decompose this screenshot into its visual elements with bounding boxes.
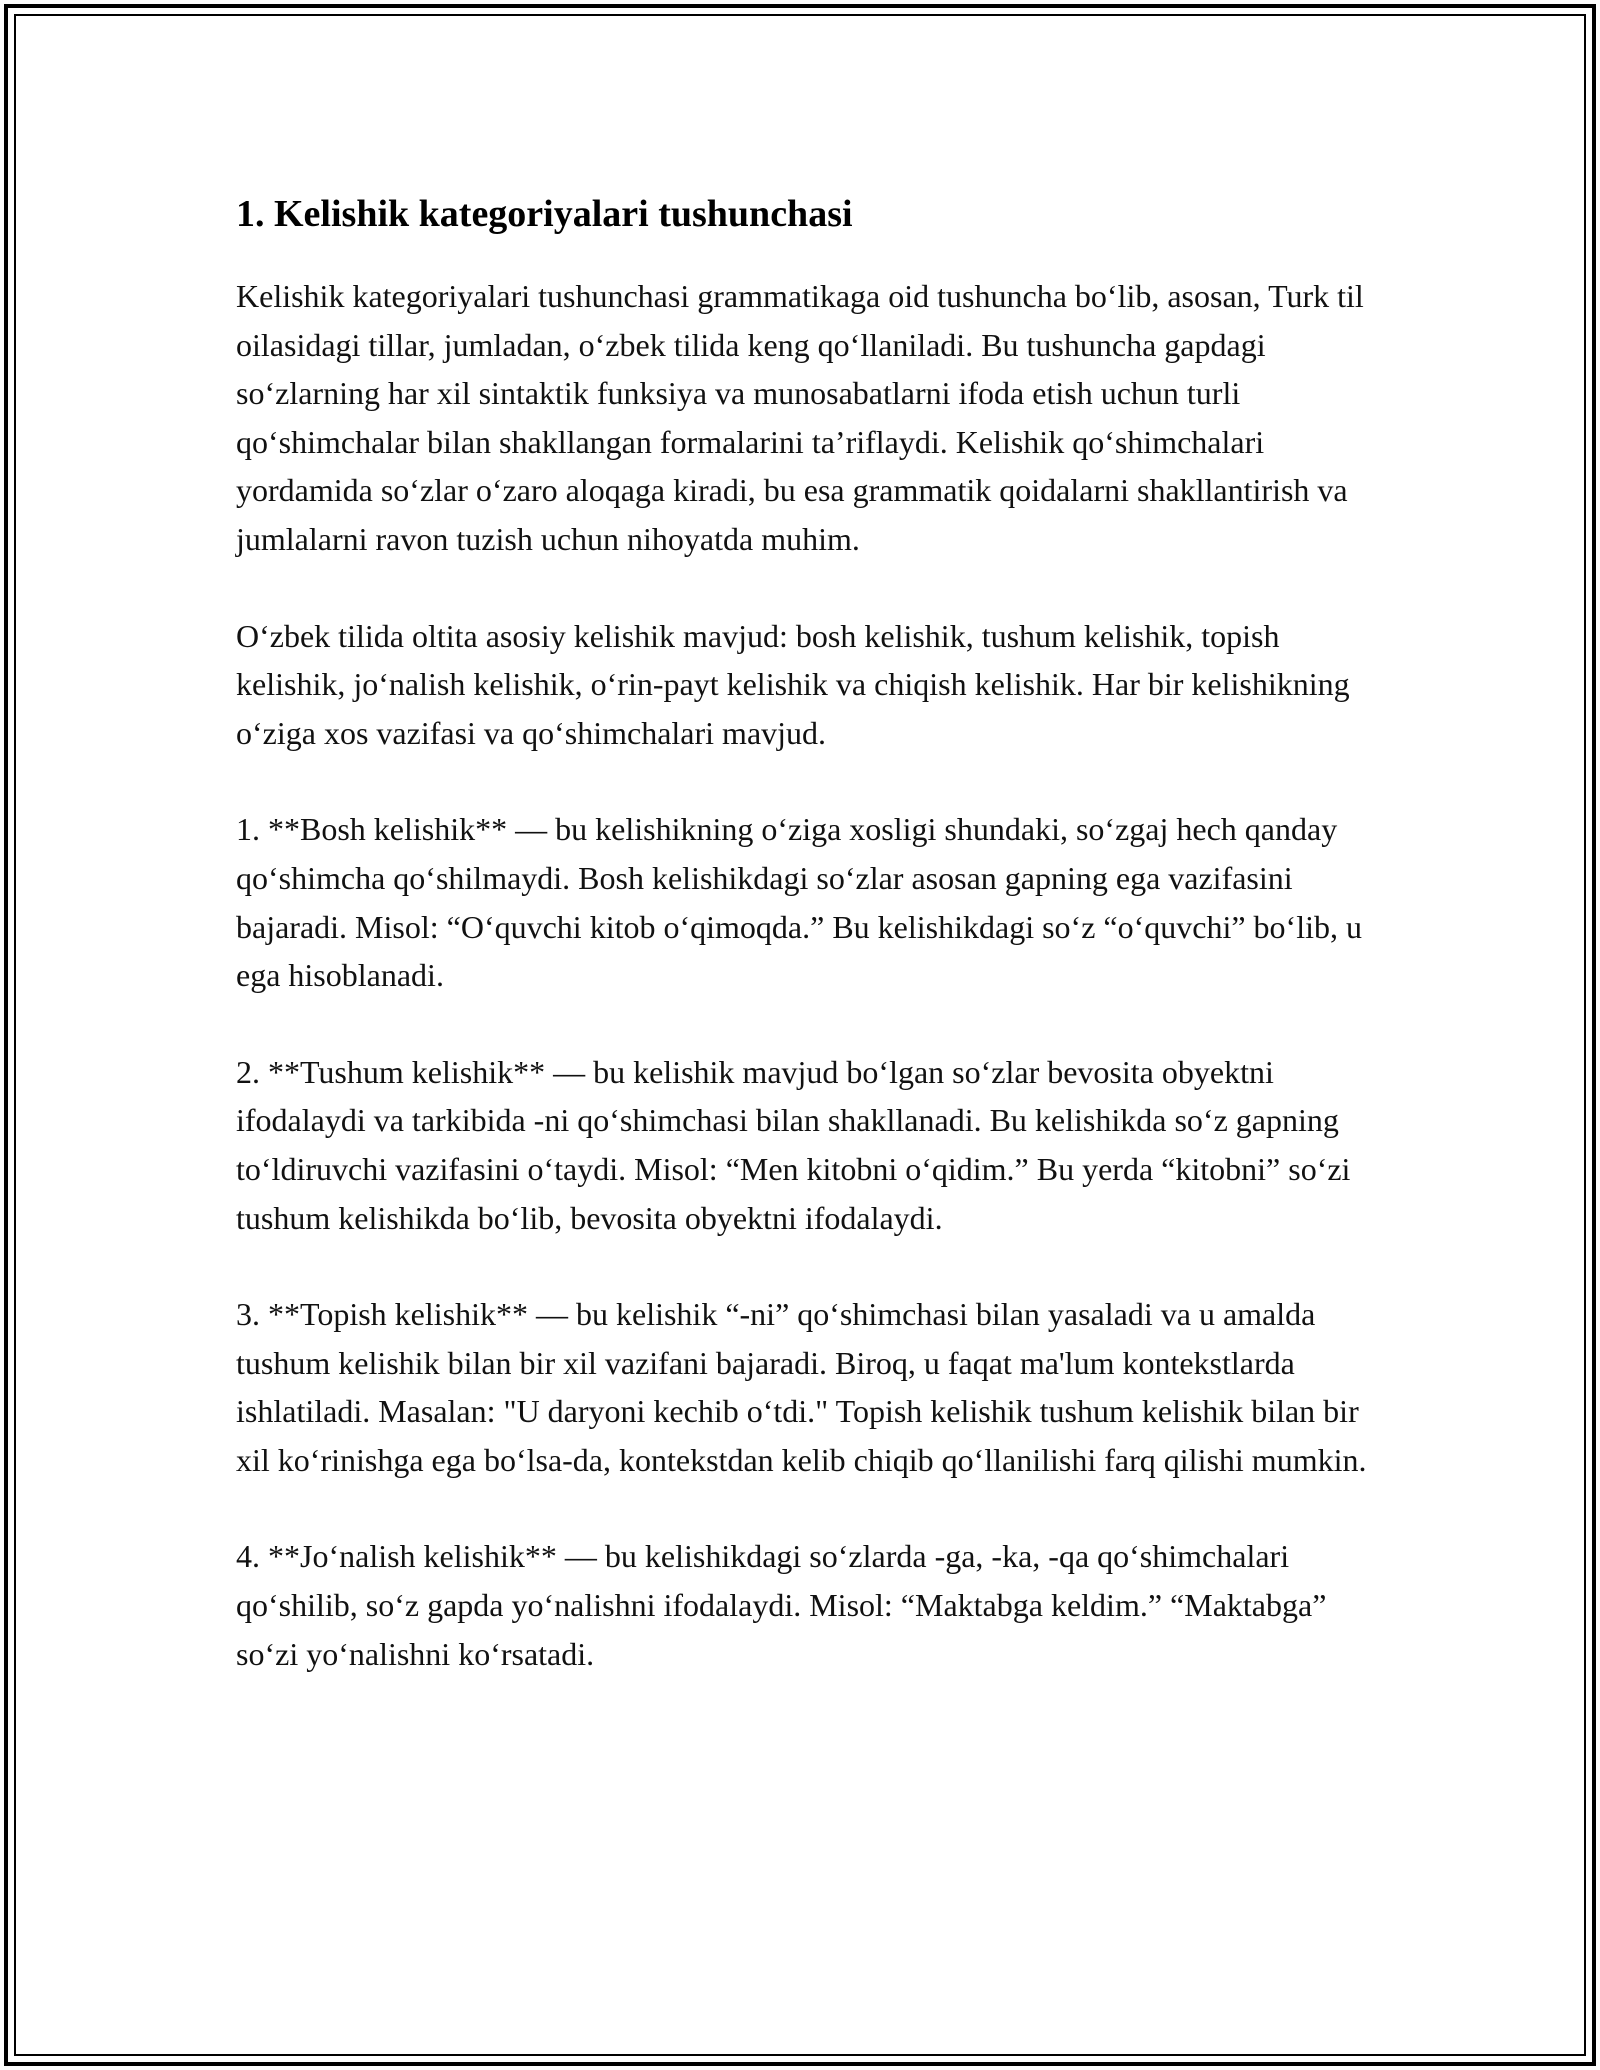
paragraph-jonalish-kelishik: 4. **Jo‘nalish kelishik** — bu kelishikdagi so‘zlarda -ga, -ka, -qa qo‘shimchalari qo‘shilib, so‘z gapda yo‘nalishni ifodalaydi. Misol: “Maktabga keldim.” “Maktabga” so‘zi yo‘nalishni ko‘rsatadi.: [236, 1538, 1327, 1672]
paragraph-tushum-kelishik: 2. **Tushum kelishik** — bu kelishik mavjud bo‘lgan so‘zlar bevosita obyektni ifodalaydi va tarkibida -ni qo‘shimchasi bilan shakllanadi. Bu kelishikda so‘z gapning to‘ldiruvchi vazifasini o‘taydi. Misol: “Men kitobni o‘qidim.” Bu yerda “kitobni” so‘zi tushum kelishikda bo‘lib, bevosita obyektni ifodalaydi.: [236, 1053, 1351, 1236]
paragraph-intro: Kelishik kategoriyalari tushunchasi grammatikaga oid tushuncha bo‘lib, asosan, Turk til oilasidagi tillar, jumladan, o‘zbek tilida keng qo‘llaniladi. Bu tushuncha gapdagi so‘zlarning har xil sintaktik funksiya va munosabatlarni ifoda etish uchun turli qo‘shimchalar bilan shakllangan formalarini ta’riflaydi. Kelishik qo‘shimchalari yordamida so‘zlar o‘zaro aloqaga kiradi, bu esa grammatik qoidalarni shakllantirish va jumlalarni ravon tuzish uchun nihoyatda muhim.: [236, 278, 1364, 557]
paragraph-topish-kelishik: 3. **Topish kelishik** — bu kelishik “-ni” qo‘shimchasi bilan yasaladi va u amalda tushum kelishik bilan bir xil vazifani bajaradi. Biroq, u faqat ma'lum kontekstlarda ishlatiladi. Masalan: "U daryoni kechib o‘tdi." Topish kelishik tushum kelishik bilan bir xil ko‘rinishga ega bo‘lsa-da, kontekstdan kelib chiqib qo‘llanilishi farq qilishi mumkin.: [236, 1296, 1367, 1478]
paragraph-overview: O‘zbek tilida oltita asosiy kelishik mavjud: bosh kelishik, tushum kelishik, topish kelishik, jo‘nalish kelishik, o‘rin-payt kelishik va chiqish kelishik. Har bir kelishikning o‘ziga xos vazifasi va qo‘shimchalari mavjud.: [236, 617, 1350, 751]
paragraph-bosh-kelishik: 1. **Bosh kelishik** — bu kelishikning o‘ziga xosligi shundaki, so‘zgaj hech qanday qo‘shimcha qo‘shilmaydi. Bosh kelishikdagi so‘zlar asosan gapning ega vazifasini bajaradi. Misol: “O‘quvchi kitob o‘qimoqda.” Bu kelishikdagi so‘z “o‘quvchi” bo‘lib, u ega hisoblanadi.: [236, 811, 1362, 994]
document-body: [236, 186, 1386, 1726]
section-heading: 1. Kelishik kategoriyalari tushunchasi: [236, 193, 853, 235]
